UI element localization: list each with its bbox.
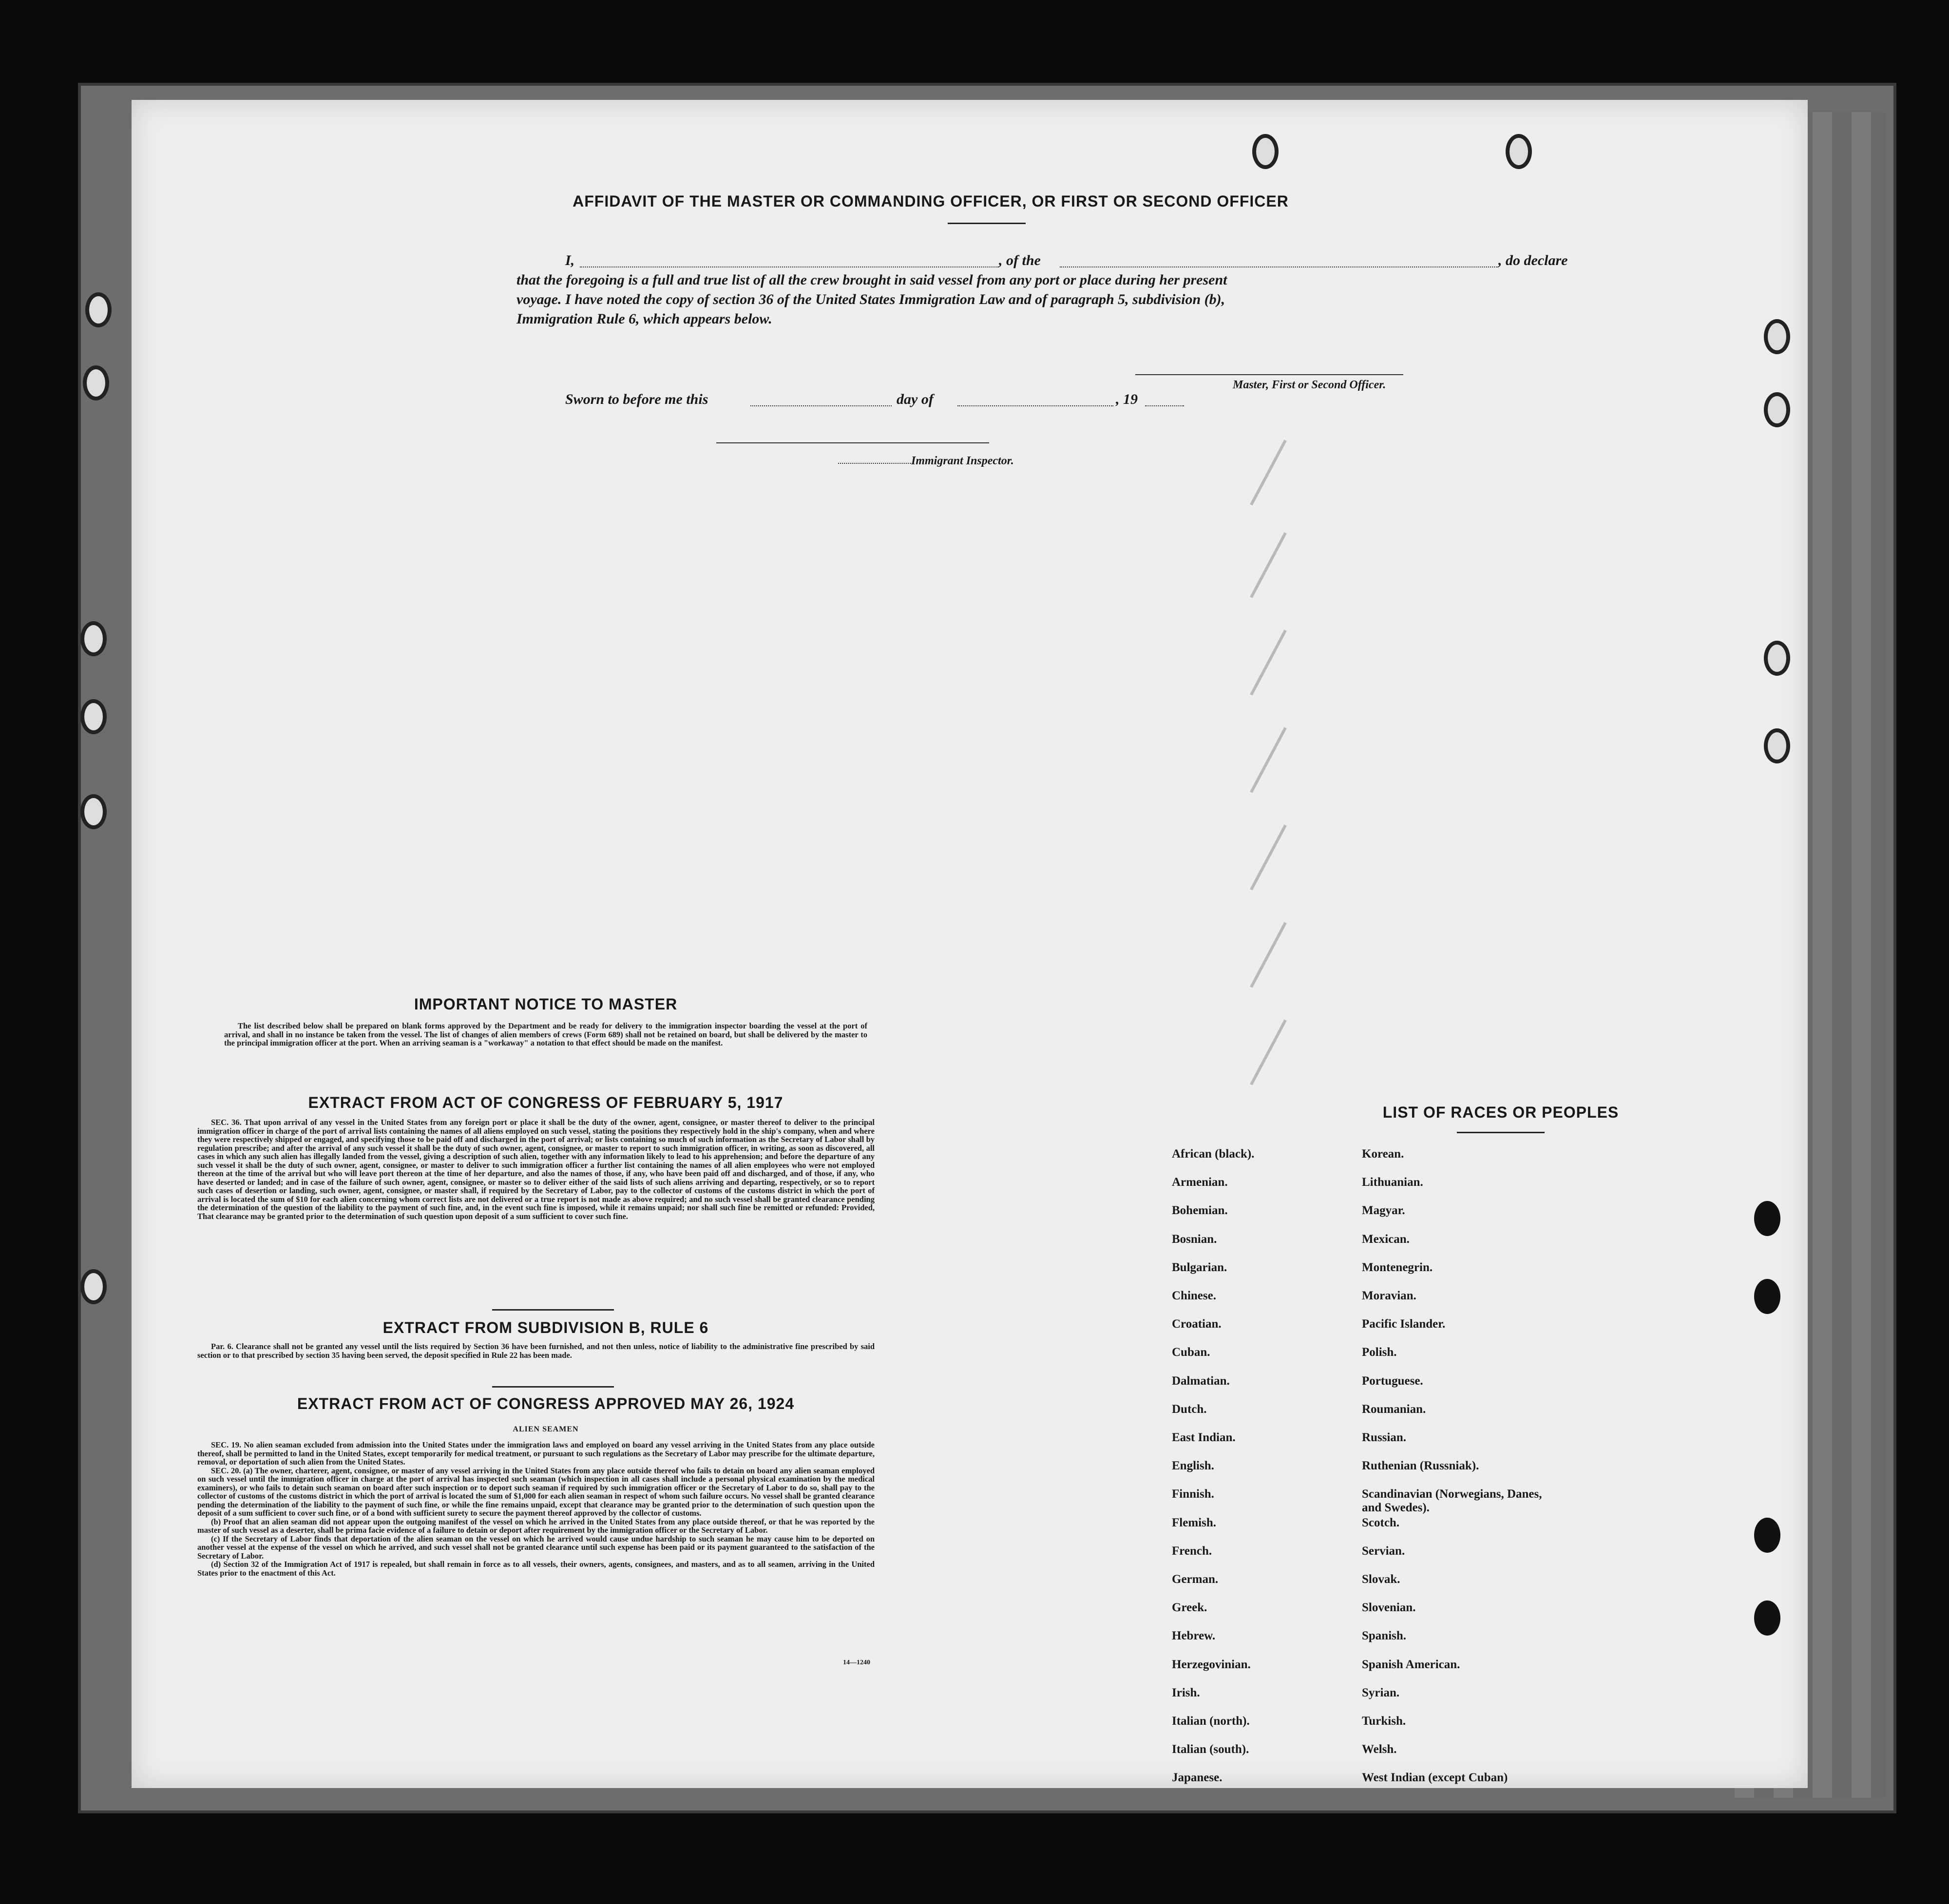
extract-rule6-text <box>197 1342 875 1359</box>
race-item: Greek. <box>1172 1601 1207 1615</box>
race-item: Bohemian. <box>1172 1204 1228 1218</box>
extract-1924-paragraph: SEC. 19. No alien seaman excluded from admission into the United States under the immigration laws and employed on board any vessel arriving in the United States from any place outside thereof, shall be permitted to land in the United States, except temporarily for medical treatment, or pursuant to such regulations as the Secretary of Labor may prescribe for the ultimate departure, removal, or deportation of such alien from the United States. <box>197 1440 875 1466</box>
section-divider <box>492 1309 614 1311</box>
affidavit-statement-line-2: voyage. I have noted the copy of section 36 of the United States Immigration Law and of paragraph 5, subdivision (b), <box>516 291 1225 307</box>
sworn-year: , 19 <box>1116 391 1138 407</box>
race-item: Syrian. <box>1362 1686 1400 1699</box>
race-item: Finnish. <box>1172 1487 1214 1501</box>
races-title: LIST OF RACES OR PEOPLES <box>1382 1104 1619 1121</box>
sworn-day-of: day of <box>897 391 934 407</box>
affidavit-title: AFFIDAVIT OF THE MASTER OR COMMANDING OFFICER, OR FIRST OR SECOND OFFICER <box>573 192 1289 210</box>
binder-hole <box>80 1269 107 1304</box>
affidavit-i-label: I, <box>565 252 575 268</box>
race-item: German. <box>1172 1573 1219 1586</box>
race-item: Irish. <box>1172 1686 1200 1699</box>
race-item: Portuguese. <box>1362 1374 1423 1388</box>
binder-hole <box>1754 1279 1780 1314</box>
extract-1924-paragraph: (d) Section 32 of the Immigration Act of 1917 is repealed, but shall remain in force as to all vessels, their owners, agents, consignees, and masters, and as to all seamen, arriving in the United States prior to the enactment of this Act. <box>197 1560 875 1578</box>
extract-rule6-title: EXTRACT FROM SUBDIVISION B, RULE 6 <box>382 1319 709 1336</box>
binder-hole <box>80 699 107 734</box>
manifest-sheet <box>132 100 1808 1788</box>
binder-hole <box>1764 641 1790 676</box>
inspector-signature-line <box>716 442 989 443</box>
race-item: Bulgarian. <box>1172 1260 1227 1274</box>
race-item: Lithuanian. <box>1362 1176 1423 1189</box>
races-title-rule <box>1457 1132 1545 1133</box>
binder-hole <box>83 365 109 400</box>
race-item: Spanish American. <box>1362 1657 1460 1671</box>
binder-hole <box>1764 319 1790 354</box>
extract-1924-paragraph: (b) Proof that an alien seaman did not appear upon the outgoing manifest of the vessel on which he arrived in the United States from any place outside thereof, or that he was reported by the master of such vessel as a deserter, shall be prima facie evidence of a failure to detain or deport after requirement by the immigration officer or the Secretary of Labor. <box>197 1517 875 1535</box>
binder-hole <box>1754 1201 1780 1236</box>
extract-1917-paragraph: SEC. 36. That upon arrival of any vessel in the United States from any foreign port or place it shall be the duty of the owner, agent, consignee, or master thereof to deliver to the principal immigration officer in charge of the port of arrival lists containing the names of all aliens employed on such vessel, stating the positions they respectively hold in the ship's company, when and where they were respectively shipped or engaged, and specifying those to be paid off and discharged in the port of arrival; or lists containing so much of such information as the Secretary of Labor shall by regulation prescribe; and after the arrival of any such vessel it shall be the duty of such owner, agent, consignee, or master to report to such immigration officer, in writing, as soon as discovered, all cases in which any such alien has illegally landed from the vessel, giving a description of such alien, together with any information likely to lead to his apprehension; and before the departure of any such vessel it shall be the duty of such owner, agent, consignee, or master to deliver to such immigration officer a further list containing the names of all alien employees who were not employed thereon at the time of the arrival but who will leave port thereon at the time of her departure, and also the names of those, if any, who have been paid off and discharged, and of those, if any, who have deserted or landed; and in case of the failure of such owner, agent, consignee, or master so to deliver either of the said lists of such aliens arriving and departing, respectively, or so to report such cases of desertion or landing, such owner, agent, consignee, or master shall, if required by the Secretary of Labor, pay to the collector of customs of the customs district in which the port of arrival is located the sum of $10 for each alien concerning whom correct lists are not delivered or a true report is not made as above required; and no such vessel shall be granted clearance pending the determination of the question of the liability to the payment of such fine, and, in the event such fine is imposed, while it remains unpaid; nor shall such fine be remitted or refunded: Provided, That clearance may be granted prior to the determination of such question upon deposit of a sum sufficient to cover such fine. <box>197 1118 875 1221</box>
race-item: Bosnian. <box>1172 1232 1217 1246</box>
binder-hole <box>1754 1518 1780 1553</box>
race-item: Welsh. <box>1362 1743 1397 1756</box>
sworn-month-blank <box>957 405 1113 406</box>
sworn-day-blank <box>750 405 892 406</box>
affidavit-do-declare: , do declare <box>1498 252 1568 268</box>
binder-hole <box>1252 134 1279 169</box>
race-item: West Indian (except Cuban) <box>1362 1771 1508 1785</box>
race-item: Korean. <box>1362 1147 1404 1161</box>
race-item: Ruthenian (Russniak). <box>1362 1459 1479 1473</box>
master-signature-caption: Master, First or Second Officer. <box>1233 379 1386 391</box>
race-item: Flemish. <box>1172 1516 1216 1529</box>
title-rule <box>948 223 1026 224</box>
race-item: Slovak. <box>1362 1573 1400 1586</box>
inspector-caption: Immigrant Inspector. <box>911 455 1014 467</box>
binder-hole <box>80 621 107 656</box>
race-item: African (black). <box>1172 1147 1255 1161</box>
bleed-through-mark <box>1250 439 1287 505</box>
section-divider <box>492 1386 614 1388</box>
race-item: Italian (north). <box>1172 1714 1250 1728</box>
race-item: Moravian. <box>1362 1289 1416 1302</box>
extract-rule6-paragraph: Par. 6. Clearance shall not be granted any vessel until the lists required by Section 36 have been furnished, and not then unless, notice of liability to the administrative fine prescribed by said section or to that prescribed by section 35 having been served, the deposit specified in Rule 22 has been made. <box>197 1342 875 1360</box>
race-item: Scandinavian (Norwegians, Danes, and Swedes). <box>1362 1487 1542 1515</box>
race-item: Chinese. <box>1172 1289 1216 1302</box>
binder-hole <box>1506 134 1532 169</box>
race-item: Slovenian. <box>1362 1601 1416 1615</box>
extract-1924-subtitle: ALIEN SEAMEN <box>513 1425 579 1433</box>
race-item: Cuban. <box>1172 1346 1210 1359</box>
sworn-year-blank <box>1145 405 1184 406</box>
race-item: Spanish. <box>1362 1629 1407 1643</box>
binder-hole <box>80 794 107 829</box>
race-item: Croatian. <box>1172 1317 1222 1331</box>
bleed-through-mark <box>1250 922 1287 988</box>
notice-text <box>224 1022 867 1047</box>
race-item: French. <box>1172 1544 1212 1558</box>
extract-1924-title: EXTRACT FROM ACT OF CONGRESS APPROVED MAY 26, 1924 <box>297 1395 795 1412</box>
race-item: Servian. <box>1362 1544 1405 1558</box>
race-item: Japanese. <box>1172 1771 1223 1785</box>
affidavit-of-the: , of the <box>999 252 1041 268</box>
race-item: Armenian. <box>1172 1176 1228 1189</box>
notice-paragraph: The list described below shall be prepared on blank forms approved by the Department and be ready for delivery to the immigration inspector boarding the vessel at the port of arrival, and shall in no instance be taken from the vessel. The list of changes of alien members of crews (Form 689) shall not be retained on board, but shall be delivered by the master to the principal immigration officer at the port. When an arriving seaman is a "workaway" a notation to that effect should be made on the manifest. <box>224 1021 867 1047</box>
extract-1924-paragraph: SEC. 20. (a) The owner, charterer, agent, consignee, or master of any vessel arriving in the United States from any place outside thereof who fails to detain on board any alien seaman employed on such vessel until the immigration officer in charge at the port of arrival has inspected such seaman (which inspection in all cases shall include a personal physical examination by the medical examiners), or who fails to detain such seaman on board after such inspection or to deport such seaman if required by such immigration officer or the Secretary of Labor to do so, shall pay to the collector of customs of the customs district in which the port of arrival is located the sum of $1,000 for each alien seaman in respect of whom such failure occurs. No vessel shall be granted clearance pending the determination of the liability to the payment of such fine, or while the fine remains unpaid, except that clearance may be granted prior to the determination of such question upon the deposit of a sum sufficient to cover such fine, or of a bond with sufficient surety to secure the payment thereof approved by the collector of customs. <box>197 1466 875 1518</box>
race-item: Scotch. <box>1362 1516 1400 1529</box>
binder-hole <box>85 292 112 327</box>
race-item: Italian (south). <box>1172 1743 1249 1756</box>
affidavit-statement-line-1: that the foregoing is a full and true list of all the crew brought in said vessel from any port or place during her present <box>516 272 1227 288</box>
race-item: Polish. <box>1362 1346 1397 1359</box>
race-item: Mexican. <box>1362 1232 1410 1246</box>
bleed-through-mark <box>1250 629 1287 695</box>
bleed-through-mark <box>1250 727 1287 793</box>
master-signature-line <box>1135 374 1403 375</box>
form-number: 14—1240 <box>843 1659 870 1666</box>
affidavit-statement-line-3: Immigration Rule 6, which appears below. <box>516 311 772 327</box>
race-item: Montenegrin. <box>1362 1260 1433 1274</box>
inspector-dotted-lead <box>838 463 911 464</box>
bleed-through-mark <box>1250 824 1287 890</box>
extract-1917-title: EXTRACT FROM ACT OF CONGRESS OF FEBRUARY 5, 1917 <box>308 1094 783 1111</box>
race-item: Russian. <box>1362 1431 1407 1444</box>
race-item: Dutch. <box>1172 1402 1207 1416</box>
race-item: Magyar. <box>1362 1204 1405 1218</box>
extract-1924-text <box>197 1441 875 1577</box>
race-item: Hebrew. <box>1172 1629 1216 1643</box>
binder-hole <box>1754 1600 1780 1636</box>
bleed-through-mark <box>1250 1019 1287 1085</box>
race-item: Herzegovinian. <box>1172 1657 1251 1671</box>
race-item: Pacific Islander. <box>1362 1317 1446 1331</box>
race-item: East Indian. <box>1172 1431 1236 1444</box>
bleed-through-mark <box>1250 532 1287 598</box>
extract-1917-text <box>197 1118 875 1220</box>
race-item: English. <box>1172 1459 1214 1473</box>
notice-title: IMPORTANT NOTICE TO MASTER <box>414 995 678 1013</box>
extract-1924-paragraph: (c) If the Secretary of Labor finds that deportation of the alien seaman on the vessel on which he arrived would cause undue hardship to such seaman he may cause him to be deported on another vessel at the expense of the vessel on which he arrived, and such vessel shall not be granted clearance until such expense has been paid or its payment guaranteed to the satisfaction of the Secretary of Labor. <box>197 1534 875 1561</box>
race-item: Dalmatian. <box>1172 1374 1230 1388</box>
binder-hole <box>1764 392 1790 427</box>
binder-hole <box>1764 728 1790 763</box>
race-item: Turkish. <box>1362 1714 1406 1728</box>
sworn-label: Sworn to before me this <box>565 391 708 407</box>
race-item: Roumanian. <box>1362 1402 1426 1416</box>
